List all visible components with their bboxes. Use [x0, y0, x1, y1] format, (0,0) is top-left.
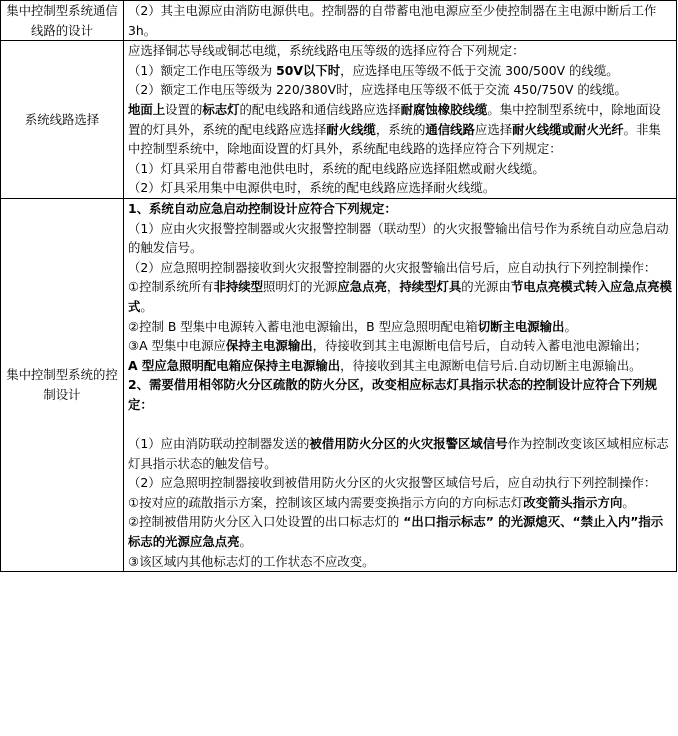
bold-text: 地面上 [128, 101, 166, 117]
text: （1）应由消防联动控制器发送的 [128, 436, 310, 452]
text: ③该区域内其他标志灯的工作状态不应改变。 [128, 553, 375, 569]
text: ，待接收到其主电源断电信号后，自动转入蓄电池电源输出； [312, 338, 648, 354]
content-paragraph [128, 473, 673, 493]
row-label: 集中控制型系统通信线路的设计 [1, 1, 124, 41]
text: （2）灯具采用集中电源供电时，系统的配电线路应选择耐火线缆。 [128, 180, 496, 196]
content-paragraph [128, 356, 673, 376]
table-row [1, 41, 677, 199]
text: 的配电线路和通信线路应选择 [239, 101, 401, 117]
bold-text: 通信线路 [425, 121, 475, 137]
text: （1）额定工作电压等级为 [128, 62, 277, 78]
content-paragraph [128, 178, 673, 198]
row-content [124, 1, 677, 41]
text: 应选择 [474, 121, 513, 137]
text: 。 [622, 494, 635, 510]
text: 应选择铜芯导线或铜芯电缆，系统线路电压等级的选择应符合下列规定： [128, 43, 525, 59]
content-paragraph [128, 100, 673, 159]
text: ，待接收到其主电源断电信号后.自动切断主电源输出。 [340, 357, 642, 373]
content-paragraph [128, 199, 673, 219]
text: 。 [239, 534, 252, 550]
text: 设置的 [165, 101, 203, 117]
bold-text: 耐腐蚀橡胶线缆 [400, 101, 488, 117]
bold-text: 节电点亮模式转入应急点亮模式 [128, 279, 672, 314]
bold-text: 应急点亮 [337, 279, 387, 295]
content-paragraph [128, 41, 673, 61]
text: （1）灯具采用自带蓄电池供电时，系统的配电线路应选择阻燃或耐火线缆。 [128, 160, 545, 176]
text: 照明灯的光源 [263, 279, 338, 295]
table-row [1, 1, 677, 41]
row-label: 集中控制型系统的控制设计 [1, 198, 124, 571]
bold-text: 切断主电源输出 [477, 318, 565, 334]
text: ①按对应的疏散指示方案，控制该区域内需要变换指示方向的方向标志灯 [128, 494, 524, 510]
text: （2）应急照明控制器接收到被借用防火分区的火灾报警区域信号后，应自动执行下列控制操作： [128, 475, 657, 491]
bold-text: 耐火线缆或耐火光纤 [512, 121, 624, 137]
content-paragraph [128, 317, 673, 337]
text: ②控制 B 型集中电源转入蓄电池电源输出，B 型应急照明配电箱 [128, 318, 478, 334]
content-paragraph [128, 375, 673, 414]
content-paragraph [128, 61, 673, 81]
content-paragraph [128, 552, 673, 572]
text: 。集中控制型系统中，除地面设置的灯具外，系统的配电线路应选择 [128, 101, 661, 137]
row-label: 系统线路选择 [1, 41, 124, 199]
bold-text: 保持主电源输出 [225, 338, 313, 354]
bold-text: 50V以下时 [276, 62, 341, 78]
text: ①控制系统所有 [128, 279, 214, 295]
bold-text: A 型应急照明配电箱应保持主电源输出 [128, 357, 341, 373]
bold-text: “出口指示标志” 的光源熄灭、“禁止入内”指示标志的光源应急点亮 [128, 514, 664, 550]
content-paragraph [128, 414, 673, 434]
bold-text: 标志灯 [202, 101, 240, 117]
text: （2）其主电源应由消防电源供电。控制器的自带蓄电池电源应至少使控制器在主电源中断后工作 3h。 [128, 3, 657, 38]
bold-text: 1、系统自动应急启动控制设计应符合下列规定： [128, 200, 397, 216]
bold-text: 耐火线缆 [326, 121, 376, 137]
content-paragraph [128, 1, 673, 40]
table-row [1, 198, 677, 571]
content-paragraph [128, 258, 673, 278]
content-paragraph [128, 434, 673, 473]
bold-text: 改变箭头指示方向 [523, 494, 623, 510]
text: （2）额定工作电压等级为 220/380V时，应选择电压等级不低于交流 450/750V 的线缆。 [128, 82, 627, 98]
bold-text: 2、需要借用相邻防火分区疏散的防火分区，改变相应标志灯具指示状态的控制设计应符合下列规定： [128, 377, 658, 412]
text: （1）应由火灾报警控制器或火灾报警控制器（联动型）的火灾报警输出信号作为系统自动应急启动的触发信号。 [128, 220, 669, 256]
content-paragraph [128, 493, 673, 513]
text: ③A 型集中电源应 [128, 338, 226, 354]
text: ②控制被借用防火分区入口处设置的出口标志灯的 [128, 514, 404, 530]
content-paragraph [128, 219, 673, 258]
text: 。 [564, 318, 577, 334]
text: 。 [140, 298, 153, 314]
content-paragraph [128, 277, 673, 316]
row-content [124, 198, 677, 571]
bold-text: 非持续型 [213, 279, 264, 295]
row-content [124, 41, 677, 199]
bold-text: 持续型灯具 [399, 279, 462, 295]
content-paragraph [128, 336, 673, 356]
spec-table-body [1, 1, 677, 572]
content-paragraph [128, 159, 673, 179]
text: 。非集中控制型系统中，除地面设置的灯具外，系统配电线路的选择应符合下列规定： [128, 121, 661, 157]
bold-text: 被借用防火分区的火灾报警区域信号 [309, 436, 508, 452]
text: 作为控制改变该区域相应标志灯具指示状态的触发信号。 [128, 436, 669, 471]
content-paragraph [128, 512, 673, 551]
text: ，系统的 [375, 121, 426, 137]
content-paragraph [128, 80, 673, 100]
text: ， [386, 279, 400, 295]
text: （2）应急照明控制器接收到火灾报警控制器的火灾报警输出信号后，应自动执行下列控制操作： [128, 259, 657, 275]
text: ，应选择电压等级不低于交流 300/500V 的线缆。 [340, 62, 619, 78]
text: 的光源由 [461, 279, 511, 295]
